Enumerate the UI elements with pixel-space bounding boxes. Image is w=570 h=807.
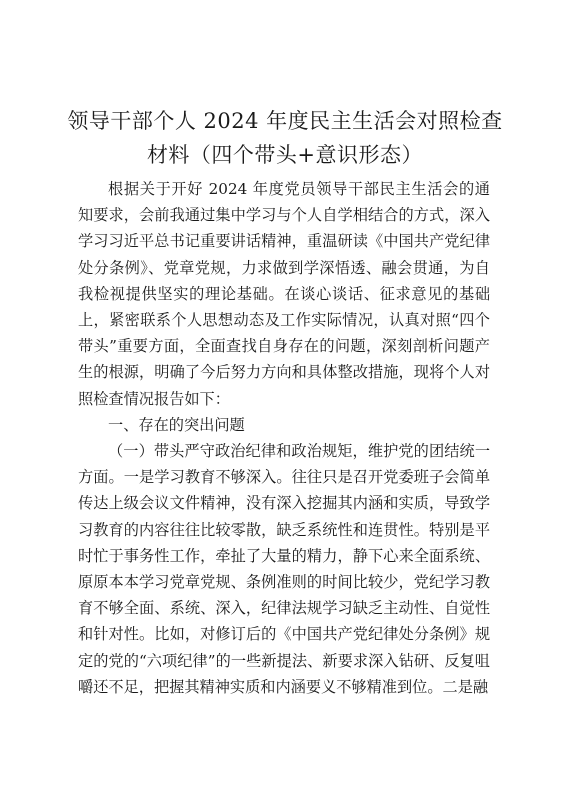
intro-paragraph: 根据关于开好 2024 年度党员领导干部民主生活会的通知要求，会前我通过集中学习与个人自学相结合的方式，深入学习习近平总书记重要讲话精神，重温研读《中国共产党纪律处分条例》、党章党规，力求做到学深悟透、融会贯通，为自我检视提供坚实的理论基础。在谈心谈话、征求意见的基础上，紧密联系个人思想动态及工作实际情况，认真对照“四个带头”重要方面，全面查找自身存在的问题，深刻剖析问题产生的根源，明确了今后努力方向和具体整改措施，现将个人对照检查情况报告如下： bbox=[78, 180, 490, 408]
document-title-line-2: 材料（四个带头+意识形态） bbox=[146, 143, 424, 167]
section-1-paragraph: （一）带头严守政治纪律和政治规矩，维护党的团结统一方面。一是学习教育不够深入。往往只是召开党委班子会简单传达上级会议文件精神，没有深入挖掘其内涵和实质，导致学习教育的内容往往比较零散，缺乏系统性和连贯性。特别是平时忙于事务性工作，牵扯了大量的精力，静下心来全面系统、原原本本学习党章党规、条例准则的时间比较少，党纪学习教育不够全面、系统、深入，纪律法规学习缺乏主动性、自觉性和针对性。比如，对修订后的《中国共产党纪律处分条例》规定的党的“六项纪律”的一些新提法、新要求深入钻研、反复咀嚼还不足，把握其精神实质和内涵要义不够精准到位。二是融 bbox=[78, 442, 490, 696]
section-heading: 一、存在的突出问题 bbox=[108, 416, 245, 434]
document-title-line-1: 领导干部个人 2024 年度民主生活会对照检查 bbox=[67, 109, 503, 133]
